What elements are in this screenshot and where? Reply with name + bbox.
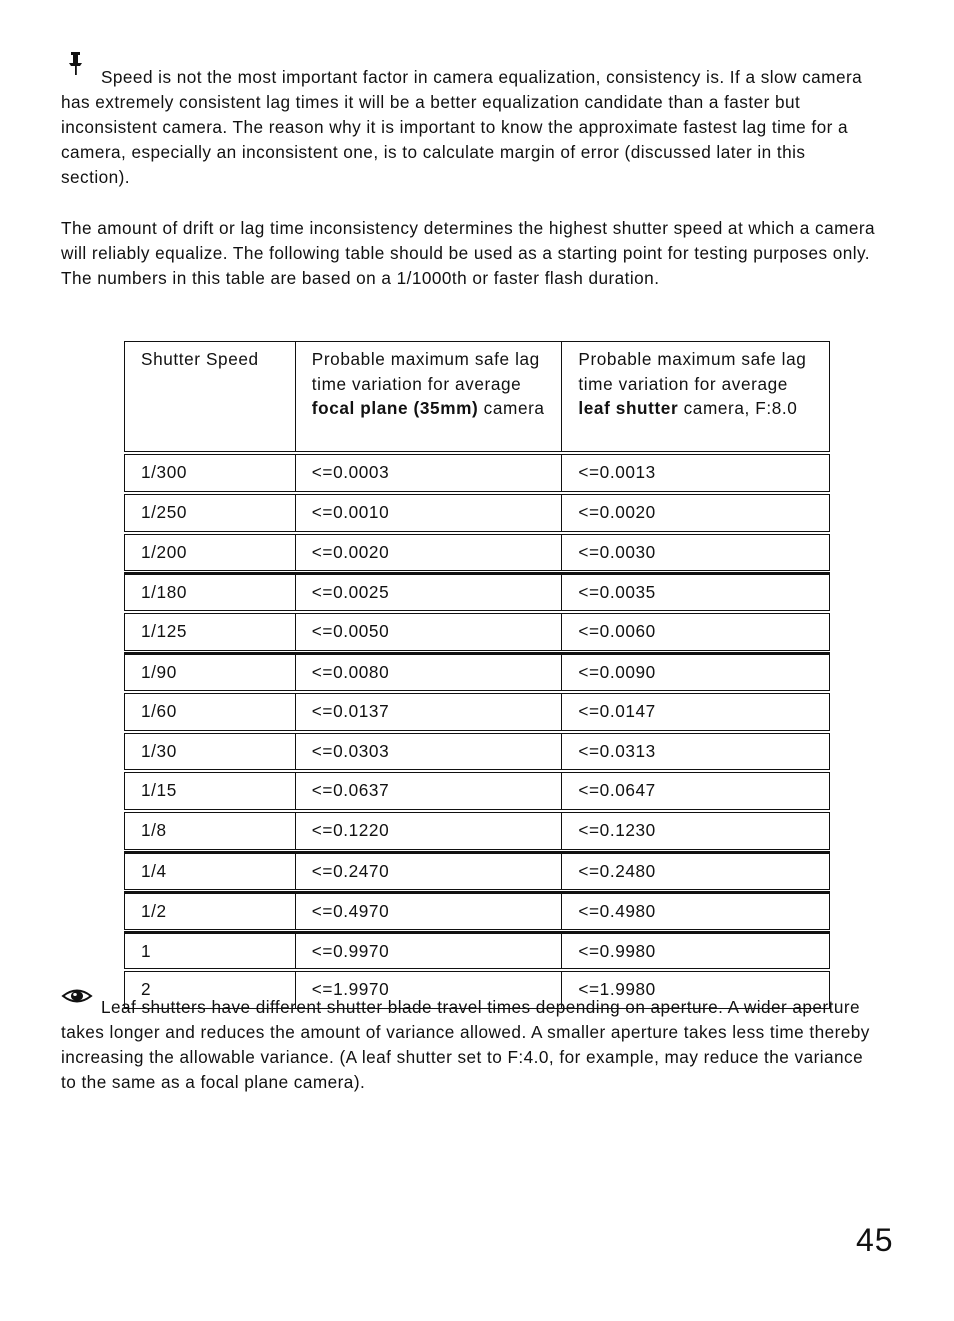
- focal-plane-cell: <=0.9970: [295, 932, 562, 969]
- shutter-speed-cell: 1/15: [125, 773, 296, 810]
- table-row: [125, 932, 830, 969]
- leaf-shutter-cell: <=0.0647: [562, 773, 830, 810]
- leaf-shutter-cell: <=0.4980: [562, 892, 830, 929]
- leaf-shutter-cell: <=0.2480: [562, 852, 830, 889]
- focal-plane-cell: <=0.0025: [295, 574, 562, 611]
- eye-icon: [61, 995, 101, 1015]
- header-leaf-shutter: Probable maximum safe lag time variation for average leaf shutter camera, F:8.0: [562, 342, 830, 452]
- leaf-shutter-cell: <=0.0030: [562, 534, 830, 571]
- shutter-speed-cell: 1/125: [125, 614, 296, 651]
- leaf-shutter-cell: <=0.0090: [562, 653, 830, 690]
- leaf-shutter-cell: <=0.1230: [562, 813, 830, 850]
- focal-plane-cell: <=0.0010: [295, 494, 562, 531]
- note-text: Leaf shutters have different shutter blade travel times depending on aperture. A wider aperture takes longer and reduces the amount of variance allowed. A smaller aperture takes less time thereby increasing the allowable variance. (A leaf shutter set to F:4.0, for example, may reduce the variance to the same as a focal plane camera).: [61, 997, 870, 1092]
- leaf-shutter-cell: <=0.0035: [562, 574, 830, 611]
- shutter-speed-cell: 1/180: [125, 574, 296, 611]
- focal-plane-cell: <=0.4970: [295, 892, 562, 929]
- focal-plane-cell: <=0.0020: [295, 534, 562, 571]
- shutter-speed-cell: 1: [125, 932, 296, 969]
- table-row: [125, 534, 830, 571]
- focal-plane-cell: <=0.1220: [295, 813, 562, 850]
- page-number: 45: [856, 1222, 894, 1258]
- table-row: [125, 852, 830, 889]
- table-row: [125, 773, 830, 810]
- intro-text: Speed is not the most important factor in camera equalization, consistency is. If a slow camera has extremely consistent lag times it will be a better equalization candidate than a faster but inconsistent camera. The reason why it is important to know the approximate fastest lag time for a camera, especially an inconsistent one, is to calculate margin of error (discussed later in this section).: [61, 67, 863, 187]
- shutter-speed-cell: 1/60: [125, 693, 296, 730]
- header-shutter-speed: Shutter Speed: [125, 342, 296, 452]
- shutter-speed-cell: 2: [125, 972, 296, 1009]
- pushpin-icon: [61, 65, 101, 85]
- drift-paragraph: The amount of drift or lag time inconsistency determines the highest shutter speed at which a camera will reliably equalize. The following table should be used as a starting point for testing purposes only. The numbers in this table are based on a 1/1000th or faster flash duration.: [61, 218, 876, 288]
- shutter-speed-cell: 1/200: [125, 534, 296, 571]
- shutter-speed-cell: 1/90: [125, 653, 296, 690]
- table-row: [125, 892, 830, 929]
- shutter-speed-cell: 1/30: [125, 733, 296, 770]
- shutter-speed-cell: 1/300: [125, 455, 296, 492]
- table-row: [125, 455, 830, 492]
- focal-plane-cell: <=0.0137: [295, 693, 562, 730]
- leaf-shutter-cell: <=0.0013: [562, 455, 830, 492]
- focal-plane-cell: <=0.0050: [295, 614, 562, 651]
- shutter-speed-cell: 1/250: [125, 494, 296, 531]
- table-row: [125, 653, 830, 690]
- shutter-speed-cell: 1/8: [125, 813, 296, 850]
- intro-paragraph: [61, 65, 876, 190]
- shutter-speed-cell: 1/2: [125, 892, 296, 929]
- header-focal-plane: Probable maximum safe lag time variation for average focal plane (35mm) camera: [295, 342, 562, 452]
- table-row: [125, 614, 830, 651]
- leaf-shutter-cell: <=0.0147: [562, 693, 830, 730]
- table-row: [125, 733, 830, 770]
- table-row: [125, 574, 830, 611]
- focal-plane-cell: <=0.2470: [295, 852, 562, 889]
- focal-plane-cell: <=0.0637: [295, 773, 562, 810]
- leaf-shutter-cell: <=0.0060: [562, 614, 830, 651]
- leaf-shutter-note: [61, 995, 876, 1095]
- focal-plane-cell: <=1.9970: [295, 972, 562, 1009]
- leaf-shutter-cell: <=0.0020: [562, 494, 830, 531]
- focal-plane-cell: <=0.0303: [295, 733, 562, 770]
- table-row: [125, 693, 830, 730]
- table-row: [125, 494, 830, 531]
- leaf-shutter-cell: <=0.9980: [562, 932, 830, 969]
- table-header-row: [125, 342, 830, 452]
- leaf-shutter-cell: <=1.9980: [562, 972, 830, 1009]
- focal-plane-cell: <=0.0080: [295, 653, 562, 690]
- table-row: [125, 813, 830, 850]
- shutter-speed-cell: 1/4: [125, 852, 296, 889]
- leaf-shutter-cell: <=0.0313: [562, 733, 830, 770]
- lag-time-table: [124, 341, 830, 1009]
- focal-plane-cell: <=0.0003: [295, 455, 562, 492]
